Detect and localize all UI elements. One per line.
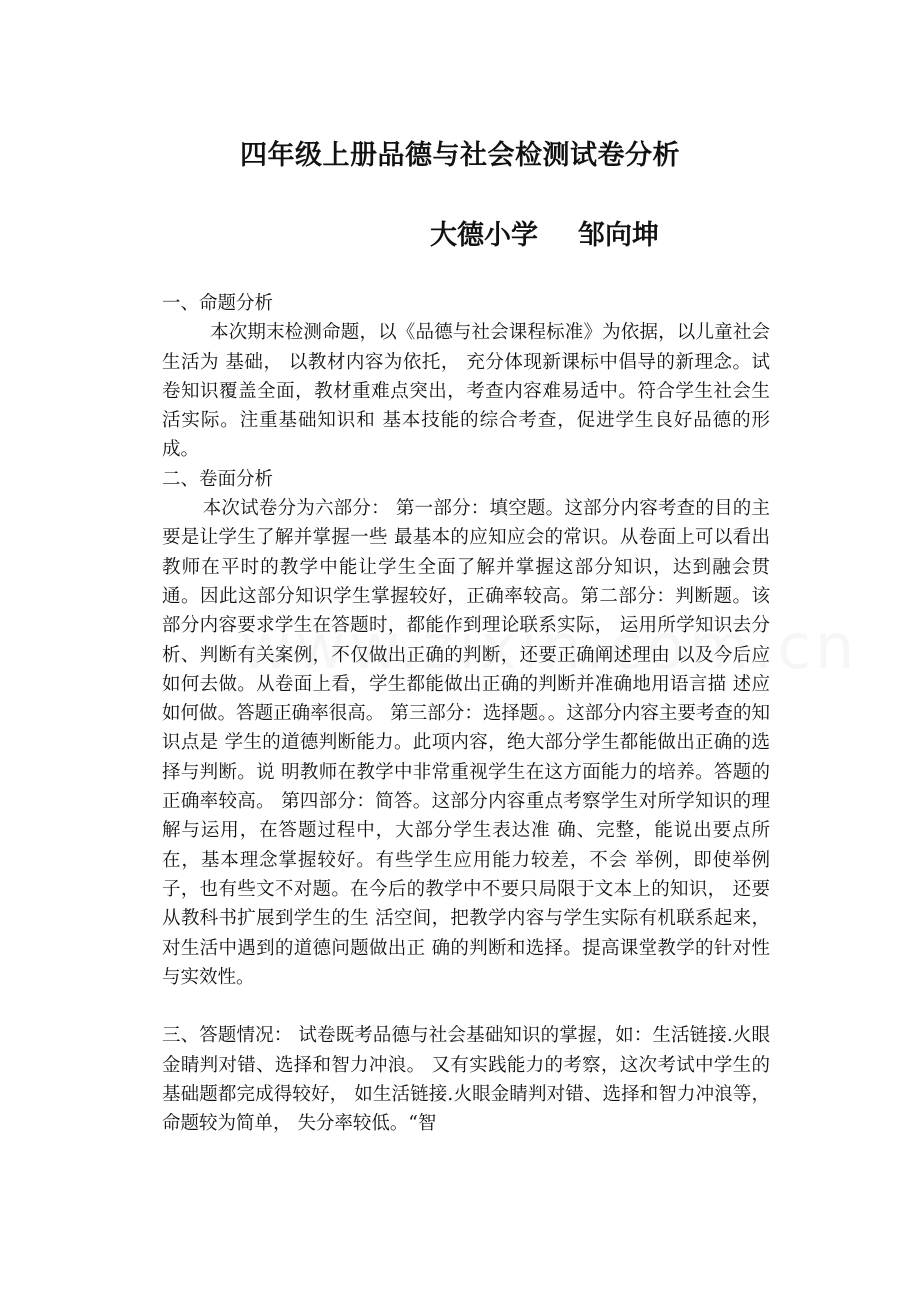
author-school: 大德小学 [430, 220, 538, 251]
section-2-paragraph: 本次试卷分为六部分： 第一部分：填空题。这部分内容考查的目的主要是让学生了解并掌握一些 最基本的应知应会的常识。从卷面上可以看出教师在平时的教学中能让学生全面了解并掌握这部分知识，达到融会贯通。因此这部分知识学生掌握较好，正确率较高。第二部分：判断题。该部分内容要求学生在答题时，都能作到理论联系实际， 运用所学知识去分析、判断有关案例，不仅做出正确的判断，还要正确阐述理由 以及今后应如何去做。从卷面上看，学生都能做出正确的判断并准确地用语言描 述应如何做。答题正确率很高。 第三部分：选择题。。这部分内容主要考查的知识点是 学生的道德判断能力。此项内容，绝大部分学生都能做出正确的选择与判断。说 明教师在教学中非常重视学生在这方面能力的培养。答题的正确率较高。 第四部分：简答。这部分内容重点考察学生对所学知识的理解与运用，在答题过程中，大部分学生表达准 确、完整，能说出要点所在，基本理念掌握较好。有些学生应用能力较差，不会 举例，即使举例子，也有些文不对题。在今后的教学中不要只局限于文本上的知识， 还要从教科书扩展到学生的生 活空间，把教学内容与学生实际有机联系起来，对生活中遇到的道德问题做出正 确的判断和选择。提高课堂教学的针对性与实效性。 [162, 498, 770, 988]
document-body [162, 289, 770, 1139]
author-line [430, 216, 659, 256]
section-1-paragraph: 本次期末检测命题，以《品德与社会课程标准》为依据，以儿童社会生活为 基础， 以教材内容为依托， 充分体现新课标中倡导的新理念。试卷知识覆盖全面，教材重难点突出，考查内容难易适中。符合学生社会生活实际。注重基础知识和 基本技能的综合考查，促进学生良好品德的形成。 [162, 322, 770, 461]
author-name: 邹向坤 [578, 220, 659, 251]
document-title: 四年级上册品德与社会检测试卷分析 [240, 140, 680, 171]
section-3-paragraph: 三、答题情况： 试卷既考品德与社会基础知识的掌握，如：生活链接.火眼金睛判对错、选择和智力冲浪。 又有实践能力的考察，这次考试中学生的基础题都完成得较好， 如生活链接.火眼金睛判对错、选择和智力冲浪等， 命题较为简单， 失分率较低。“智 [162, 1025, 770, 1135]
section-1-heading: 一、命题分析 [162, 293, 274, 314]
section-2-heading: 二、卷面分析 [162, 468, 274, 490]
paragraph-spacer [162, 992, 770, 1021]
